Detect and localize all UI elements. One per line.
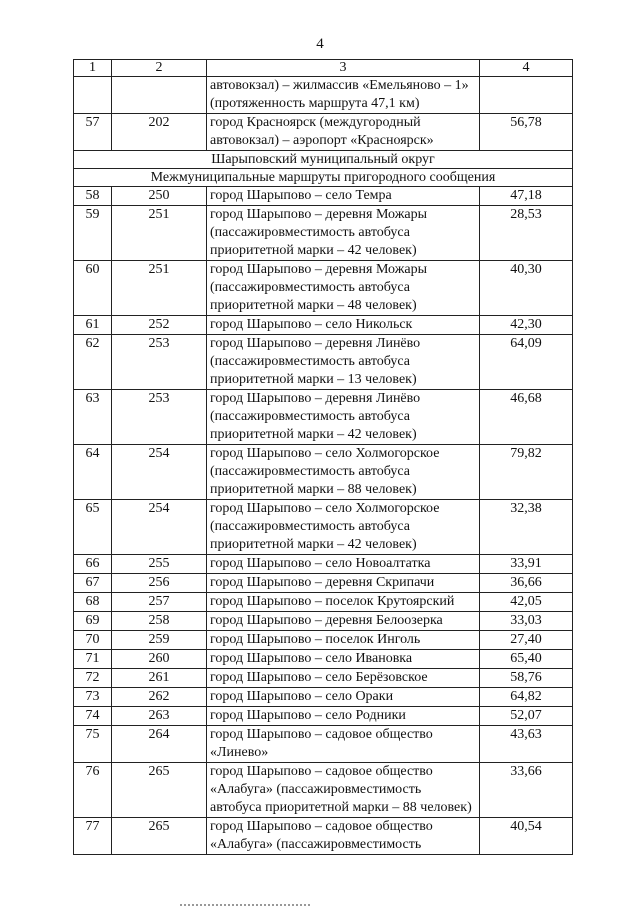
row-number-cell	[74, 77, 112, 114]
column-header-1: 1	[74, 60, 112, 77]
scan-artifact	[180, 904, 310, 910]
row-number-cell: 69	[74, 612, 112, 631]
route-description-cell: город Шарыпово – село Холмогорское (пассажировместимость автобуса приоритетной марки – 88 человек)	[207, 445, 480, 500]
route-description-cell: город Шарыпово – село Ораки	[207, 688, 480, 707]
route-number-cell: 253	[112, 335, 207, 390]
table-row	[74, 688, 573, 707]
row-number-cell: 60	[74, 261, 112, 316]
column-header-4: 4	[480, 60, 573, 77]
route-value-cell: 52,07	[480, 707, 573, 726]
route-number-cell: 258	[112, 612, 207, 631]
route-description-cell: город Шарыпово – село Берёзовское	[207, 669, 480, 688]
route-number-cell: 202	[112, 114, 207, 151]
route-description-cell: город Шарыпово – садовое общество «Алабуга» (пассажировместимость	[207, 818, 480, 855]
route-description-cell: город Шарыпово – деревня Линёво (пассажировместимость автобуса приоритетной марки – 13 человек)	[207, 335, 480, 390]
page-number: 4	[316, 36, 324, 52]
route-value-cell: 46,68	[480, 390, 573, 445]
route-description-cell: город Красноярск (междугородный автовокзал) – аэропорт «Красноярск»	[207, 114, 480, 151]
table-row	[74, 500, 573, 555]
section-title: Шарыповский муниципальный округ	[74, 151, 573, 169]
table-row	[74, 574, 573, 593]
route-number-cell: 253	[112, 390, 207, 445]
row-number-cell: 77	[74, 818, 112, 855]
section-row	[74, 169, 573, 187]
route-value-cell: 32,38	[480, 500, 573, 555]
route-value-cell: 42,05	[480, 593, 573, 612]
route-number-cell: 259	[112, 631, 207, 650]
route-description-cell: город Шарыпово – деревня Скрипачи	[207, 574, 480, 593]
route-number-cell: 263	[112, 707, 207, 726]
route-number-cell: 265	[112, 763, 207, 818]
route-description-cell: город Шарыпово – поселок Инголь	[207, 631, 480, 650]
route-value-cell: 65,40	[480, 650, 573, 669]
route-number-cell: 265	[112, 818, 207, 855]
table-row	[74, 631, 573, 650]
route-value-cell: 40,30	[480, 261, 573, 316]
table-row	[74, 206, 573, 261]
row-number-cell: 58	[74, 187, 112, 206]
table-row	[74, 707, 573, 726]
route-value-cell: 33,91	[480, 555, 573, 574]
table-row	[74, 77, 573, 114]
route-description-cell: город Шарыпово – село Холмогорское (пассажировместимость автобуса приоритетной марки – 42 человек)	[207, 500, 480, 555]
table-row	[74, 763, 573, 818]
row-number-cell: 71	[74, 650, 112, 669]
routes-table	[73, 59, 573, 855]
table-header-row	[74, 60, 573, 77]
row-number-cell: 65	[74, 500, 112, 555]
route-number-cell: 251	[112, 261, 207, 316]
row-number-cell: 73	[74, 688, 112, 707]
route-description-cell: автовокзал) – жилмассив «Емельяново – 1» (протяженность маршрута 47,1 км)	[207, 77, 480, 114]
route-description-cell: город Шарыпово – деревня Можары (пассажировместимость автобуса приоритетной марки – 48 человек)	[207, 261, 480, 316]
route-number-cell: 255	[112, 555, 207, 574]
route-value-cell: 33,03	[480, 612, 573, 631]
table-row	[74, 612, 573, 631]
table-row	[74, 818, 573, 855]
table-row	[74, 555, 573, 574]
route-value-cell: 27,40	[480, 631, 573, 650]
table-row	[74, 335, 573, 390]
route-value-cell: 42,30	[480, 316, 573, 335]
row-number-cell: 74	[74, 707, 112, 726]
route-number-cell: 251	[112, 206, 207, 261]
route-number-cell: 254	[112, 445, 207, 500]
route-number-cell	[112, 77, 207, 114]
route-number-cell: 257	[112, 593, 207, 612]
column-header-3: 3	[207, 60, 480, 77]
route-description-cell: город Шарыпово – село Темра	[207, 187, 480, 206]
table-body	[74, 77, 573, 855]
row-number-cell: 66	[74, 555, 112, 574]
table-row	[74, 669, 573, 688]
route-value-cell: 28,53	[480, 206, 573, 261]
row-number-cell: 61	[74, 316, 112, 335]
row-number-cell: 72	[74, 669, 112, 688]
route-description-cell: город Шарыпово – село Ивановка	[207, 650, 480, 669]
route-number-cell: 264	[112, 726, 207, 763]
route-description-cell: город Шарыпово – поселок Крутоярский	[207, 593, 480, 612]
column-header-2: 2	[112, 60, 207, 77]
route-value-cell: 47,18	[480, 187, 573, 206]
route-value-cell: 56,78	[480, 114, 573, 151]
row-number-cell: 59	[74, 206, 112, 261]
route-number-cell: 254	[112, 500, 207, 555]
row-number-cell: 76	[74, 763, 112, 818]
route-description-cell: город Шарыпово – деревня Линёво (пассажировместимость автобуса приоритетной марки – 42 человек)	[207, 390, 480, 445]
table-row	[74, 316, 573, 335]
row-number-cell: 75	[74, 726, 112, 763]
route-value-cell: 43,63	[480, 726, 573, 763]
route-description-cell: город Шарыпово – садовое общество «Линево»	[207, 726, 480, 763]
route-description-cell: город Шарыпово – деревня Белоозерка	[207, 612, 480, 631]
route-description-cell: город Шарыпово – село Родники	[207, 707, 480, 726]
row-number-cell: 70	[74, 631, 112, 650]
table-row	[74, 445, 573, 500]
route-value-cell: 58,76	[480, 669, 573, 688]
route-number-cell: 250	[112, 187, 207, 206]
route-description-cell: город Шарыпово – село Новоалтатка	[207, 555, 480, 574]
route-number-cell: 256	[112, 574, 207, 593]
row-number-cell: 68	[74, 593, 112, 612]
route-value-cell: 79,82	[480, 445, 573, 500]
row-number-cell: 67	[74, 574, 112, 593]
row-number-cell: 62	[74, 335, 112, 390]
route-value-cell: 33,66	[480, 763, 573, 818]
route-description-cell: город Шарыпово – деревня Можары (пассажировместимость автобуса приоритетной марки – 42 человек)	[207, 206, 480, 261]
route-number-cell: 252	[112, 316, 207, 335]
table-row	[74, 261, 573, 316]
route-value-cell: 64,09	[480, 335, 573, 390]
row-number-cell: 57	[74, 114, 112, 151]
row-number-cell: 64	[74, 445, 112, 500]
route-value-cell: 36,66	[480, 574, 573, 593]
route-description-cell: город Шарыпово – село Никольск	[207, 316, 480, 335]
table-row	[74, 650, 573, 669]
section-title: Межмуниципальные маршруты пригородного сообщения	[74, 169, 573, 187]
table-row	[74, 593, 573, 612]
table-row	[74, 726, 573, 763]
route-description-cell: город Шарыпово – садовое общество «Алабуга» (пассажировместимость автобуса приоритетной марки – 88 человек)	[207, 763, 480, 818]
route-value-cell: 40,54	[480, 818, 573, 855]
route-number-cell: 260	[112, 650, 207, 669]
route-number-cell: 261	[112, 669, 207, 688]
table-row	[74, 390, 573, 445]
section-row	[74, 151, 573, 169]
table-row	[74, 114, 573, 151]
route-number-cell: 262	[112, 688, 207, 707]
route-value-cell	[480, 77, 573, 114]
table-row	[74, 187, 573, 206]
row-number-cell: 63	[74, 390, 112, 445]
route-value-cell: 64,82	[480, 688, 573, 707]
